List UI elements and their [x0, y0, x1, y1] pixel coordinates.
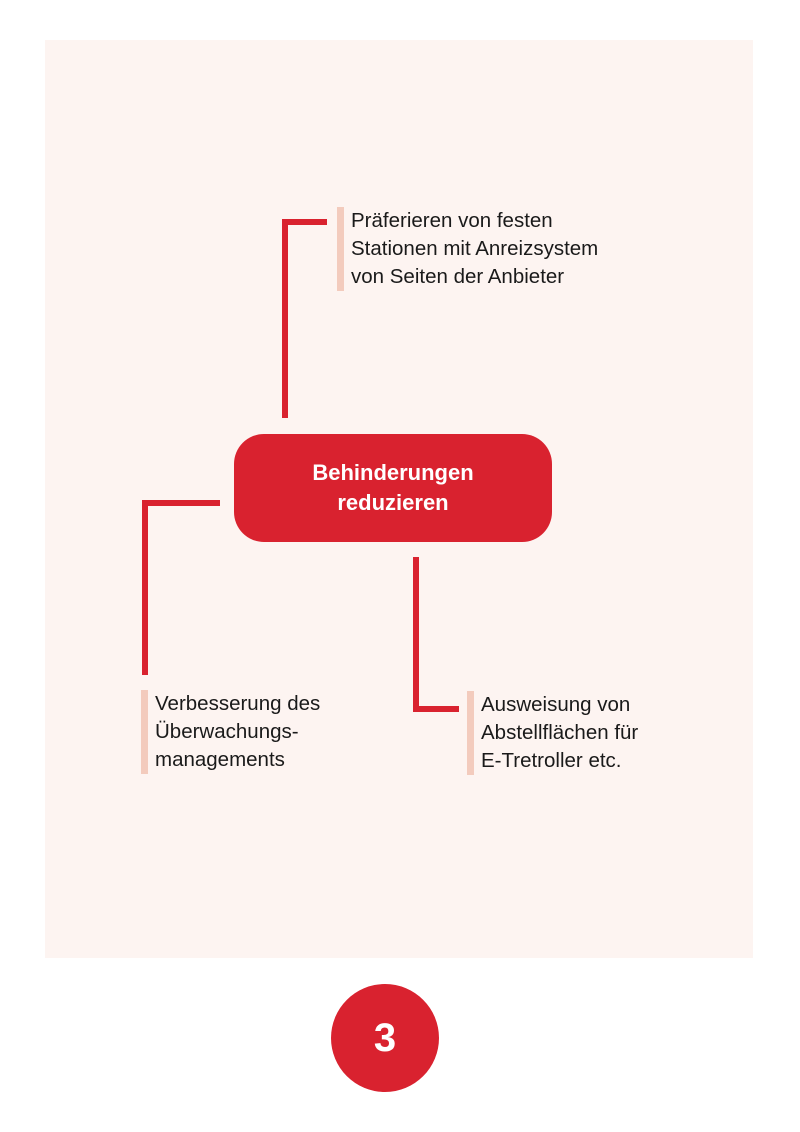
central-topic-line-1: Behinderungen [312, 460, 474, 485]
branch-note-line: managements [155, 748, 285, 771]
page-number: 3 [373, 1015, 397, 1060]
branch-note-line: E-Tretroller etc. [481, 749, 622, 772]
central-topic-line-2: reduzieren [337, 490, 449, 515]
branch-note-line: Abstellflächen für [481, 721, 639, 744]
branch-note-line: Stationen mit Anreizsystem [351, 237, 599, 260]
branch-note-right [467, 691, 638, 775]
connector-right [416, 557, 459, 709]
branch-note-top [337, 207, 598, 291]
branch-note-line: Ausweisung von [481, 693, 631, 716]
branch-note-left [141, 690, 320, 774]
page-number-badge [331, 984, 439, 1092]
branch-note-line: Präferieren von festen [351, 209, 553, 232]
branch-note-line: Überwachungs- [155, 720, 299, 743]
connector-left [145, 503, 220, 675]
central-topic-node [234, 434, 552, 542]
branch-note-line: Verbesserung des [155, 692, 321, 715]
branch-note-line: von Seiten der Anbieter [351, 265, 565, 288]
connector-top [285, 222, 327, 418]
